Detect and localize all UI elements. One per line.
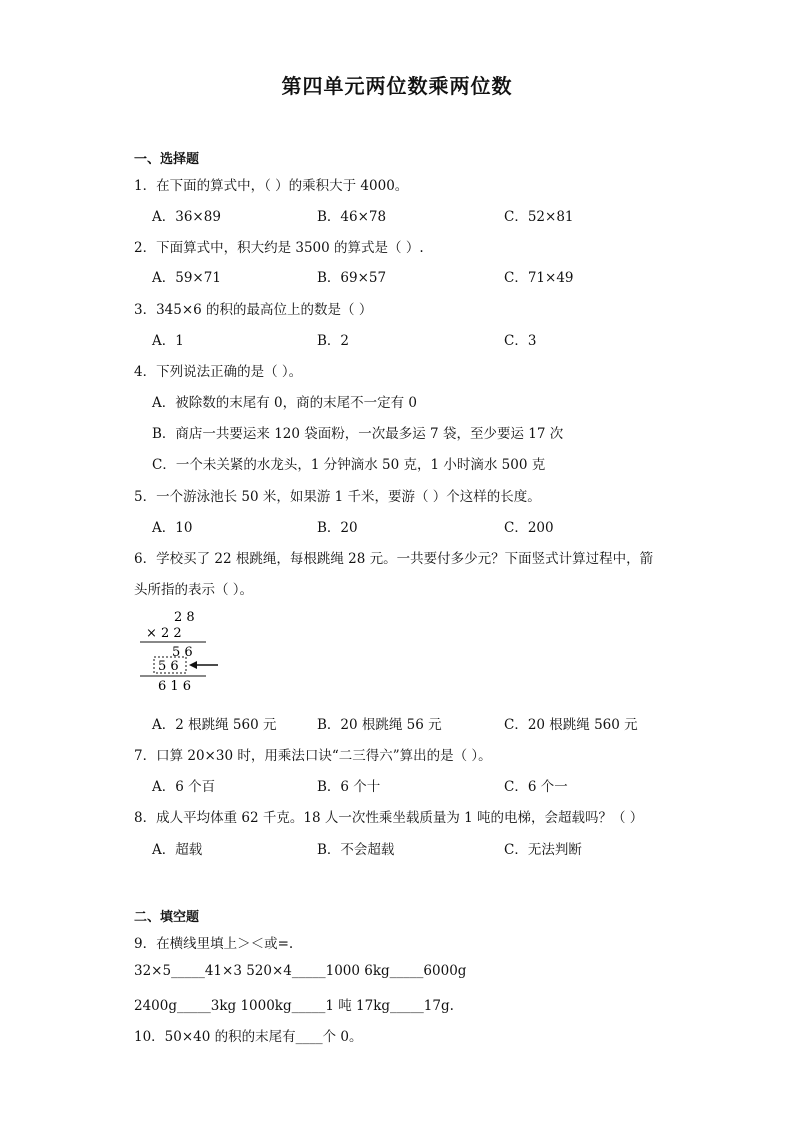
q4-option-a: A．被除数的末尾有 0，商的末尾不一定有 0 bbox=[152, 395, 418, 411]
q6-option-a: A．2 根跳绳 560 元 bbox=[152, 717, 277, 733]
calc-multiplicand: 2 8 bbox=[174, 610, 195, 625]
arrow-icon bbox=[189, 661, 197, 669]
question-9: 9．在横线里填上＞＜或=. bbox=[134, 936, 294, 952]
question-6-line-1: 6．学校买了 22 根跳绳，每根跳绳 28 元。一共要付多少元？下面竖式计算过程中，箭 bbox=[134, 551, 654, 567]
q4-option-c: C．一个未关紧的水龙头，1 分钟滴水 50 克，1 小时滴水 500 克 bbox=[152, 457, 546, 473]
q7-option-c: C．6 个一 bbox=[504, 779, 568, 795]
q6-option-b: B．20 根跳绳 56 元 bbox=[317, 717, 442, 733]
q6-option-c: C．20 根跳绳 560 元 bbox=[504, 717, 638, 733]
q3-option-c: C．3 bbox=[504, 333, 537, 349]
q8-option-b: B．不会超载 bbox=[317, 842, 395, 858]
section-heading-choice: 一、选择题 bbox=[134, 152, 200, 167]
q5-option-a: A．10 bbox=[152, 520, 193, 536]
q9-line-2: 2400g_____3kg 1000kg_____1 吨 17kg_____17g. bbox=[134, 998, 454, 1014]
q1-option-c: C．52×81 bbox=[504, 209, 574, 225]
question-5: 5．一个游泳池长 50 米，如果游 1 千米，要游（ ）个这样的长度。 bbox=[134, 489, 541, 505]
calc-partial-1: 5 6 bbox=[172, 645, 193, 660]
q2-option-c: C．71×49 bbox=[504, 270, 574, 286]
vertical-multiplication bbox=[134, 604, 234, 694]
q5-option-c: C．200 bbox=[504, 520, 554, 536]
question-4: 4．下列说法正确的是（ ）。 bbox=[134, 364, 303, 380]
q7-option-b: B．6 个十 bbox=[317, 779, 381, 795]
page-title: 第四单元两位数乘两位数 bbox=[281, 74, 513, 98]
q5-option-b: B．20 bbox=[317, 520, 358, 536]
q2-option-b: B．69×57 bbox=[317, 270, 387, 286]
question-1: 1．在下面的算式中，（ ）的乘积大于 4000。 bbox=[134, 178, 409, 194]
section-heading-fill: 二、填空题 bbox=[134, 910, 200, 925]
question-10: 10．50×40 的积的末尾有____个 0。 bbox=[134, 1029, 363, 1045]
question-2: 2．下面算式中，积大约是 3500 的算式是（ ）. bbox=[134, 240, 424, 256]
q3-option-b: B．2 bbox=[317, 333, 350, 349]
question-3: 3．345×6 的积的最高位上的数是（ ） bbox=[134, 302, 373, 318]
q1-option-a: A．36×89 bbox=[152, 209, 221, 225]
calc-product: 6 1 6 bbox=[158, 679, 192, 694]
q8-option-a: A．超载 bbox=[152, 842, 203, 858]
question-8: 8．成人平均体重 62 千克。18 人一次性乘坐载质量为 1 吨的电梯，会超载吗？（ ） bbox=[134, 810, 644, 826]
q9-line-1: 32×5_____41×3 520×4_____1000 6kg_____6000g bbox=[134, 963, 467, 979]
calc-partial-2: 5 6 bbox=[158, 659, 179, 674]
question-6-line-2: 头所指的表示（ ）。 bbox=[134, 582, 254, 598]
q7-option-a: A．6 个百 bbox=[152, 779, 216, 795]
question-7: 7．口算 20×30 时，用乘法口诀“二三得六”算出的是（ ）。 bbox=[134, 748, 492, 764]
q2-option-a: A．59×71 bbox=[152, 270, 221, 286]
q8-option-c: C．无法判断 bbox=[504, 842, 582, 858]
q3-option-a: A．1 bbox=[152, 333, 184, 349]
q1-option-b: B．46×78 bbox=[317, 209, 387, 225]
q4-option-b: B．商店一共要运来 120 袋面粉，一次最多运 7 袋，至少要运 17 次 bbox=[152, 426, 564, 442]
calc-multiplier: × 2 2 bbox=[146, 626, 182, 641]
